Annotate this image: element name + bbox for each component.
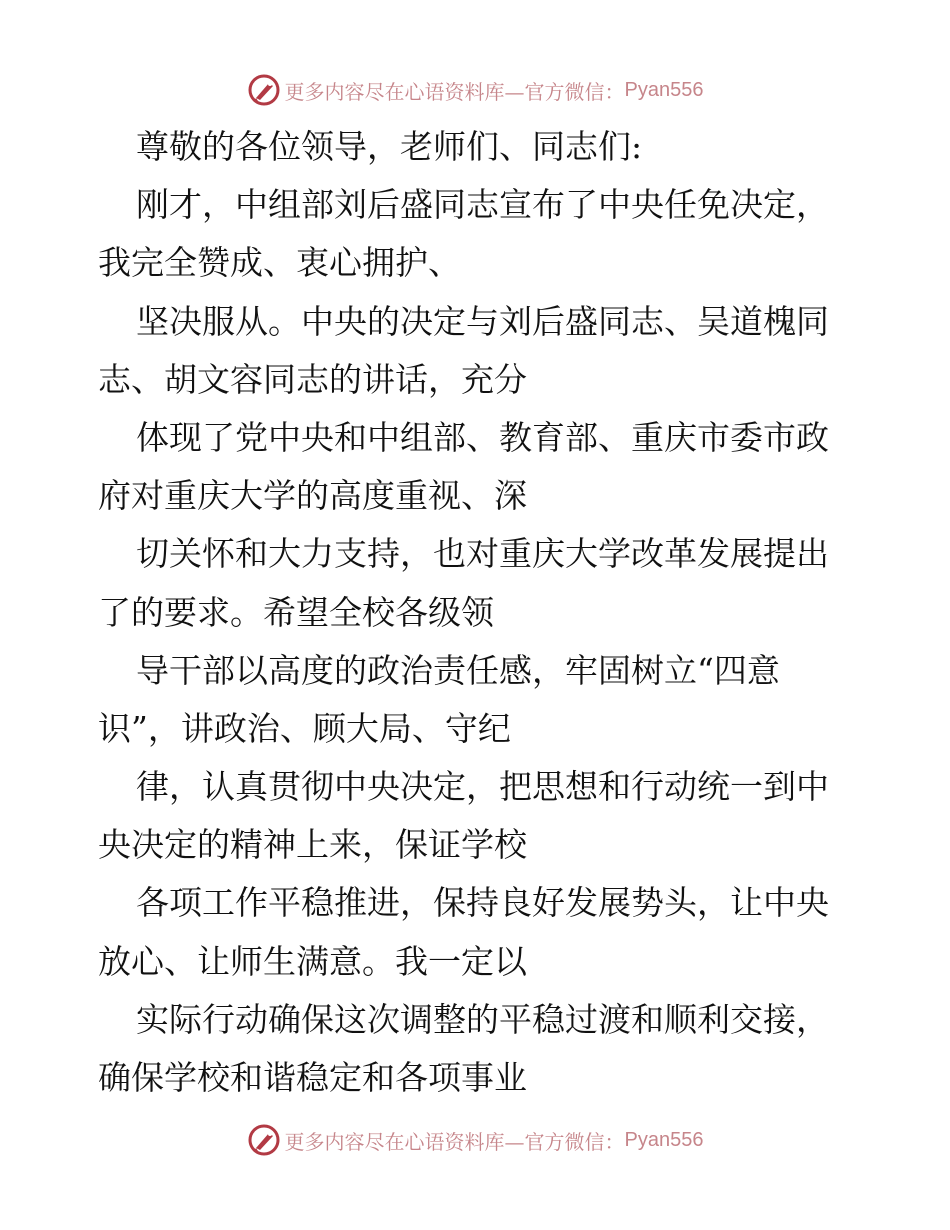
text-line: 央决定的精神上来，保证学校 — [98, 825, 527, 865]
text-line: 识”，讲政治、顾大局、守纪 — [98, 708, 511, 748]
text-line: 确保学校和谐稳定和各项事业 — [98, 1058, 527, 1097]
text-line: 放心、让师生满意。我一定以 — [98, 941, 527, 981]
text-line: 我完全赞成、衷心拥护、 — [98, 243, 461, 283]
document-body — [98, 118, 858, 1107]
text-line: 各项工作平稳推进，保持良好发展势头，让中央 — [136, 883, 829, 923]
text-line: 尊敬的各位领导，老师们、同志们: — [136, 127, 643, 166]
pen-circle-logo-icon — [247, 1123, 281, 1157]
footer-banner — [0, 1120, 950, 1160]
text-line: 了的要求。希望全校各级领 — [98, 592, 494, 632]
banner-brand-text: 更多内容尽在心语资料库—官方微信： — [284, 1129, 625, 1154]
text-line: 实际行动确保这次调整的平稳过渡和顺利交接， — [136, 999, 829, 1039]
header-banner — [0, 70, 950, 110]
text-line: 导干部以高度的政治责任感，牢固树立“四意 — [136, 650, 780, 690]
pen-circle-logo-icon — [247, 73, 281, 107]
text-line: 志、胡文容同志的讲话，充分 — [98, 359, 527, 399]
text-line: 切关怀和大力支持，也对重庆大学改革发展提出 — [136, 534, 829, 574]
banner-wechat-id: Pyan556 — [624, 1128, 704, 1151]
text-line: 体现了党中央和中组部、教育部、重庆市委市政 — [136, 417, 829, 457]
text-line: 律，认真贯彻中央决定，把思想和行动统一到中 — [136, 767, 829, 807]
banner-wechat-id: Pyan556 — [624, 78, 704, 101]
banner-brand-text: 更多内容尽在心语资料库—官方微信： — [284, 79, 625, 104]
text-line: 坚决服从。中央的决定与刘后盛同志、吴道槐同 — [136, 301, 829, 341]
text-line: 府对重庆大学的高度重视、深 — [98, 476, 527, 516]
text-line: 刚才，中组部刘后盛同志宣布了中央任免决定， — [136, 185, 829, 225]
